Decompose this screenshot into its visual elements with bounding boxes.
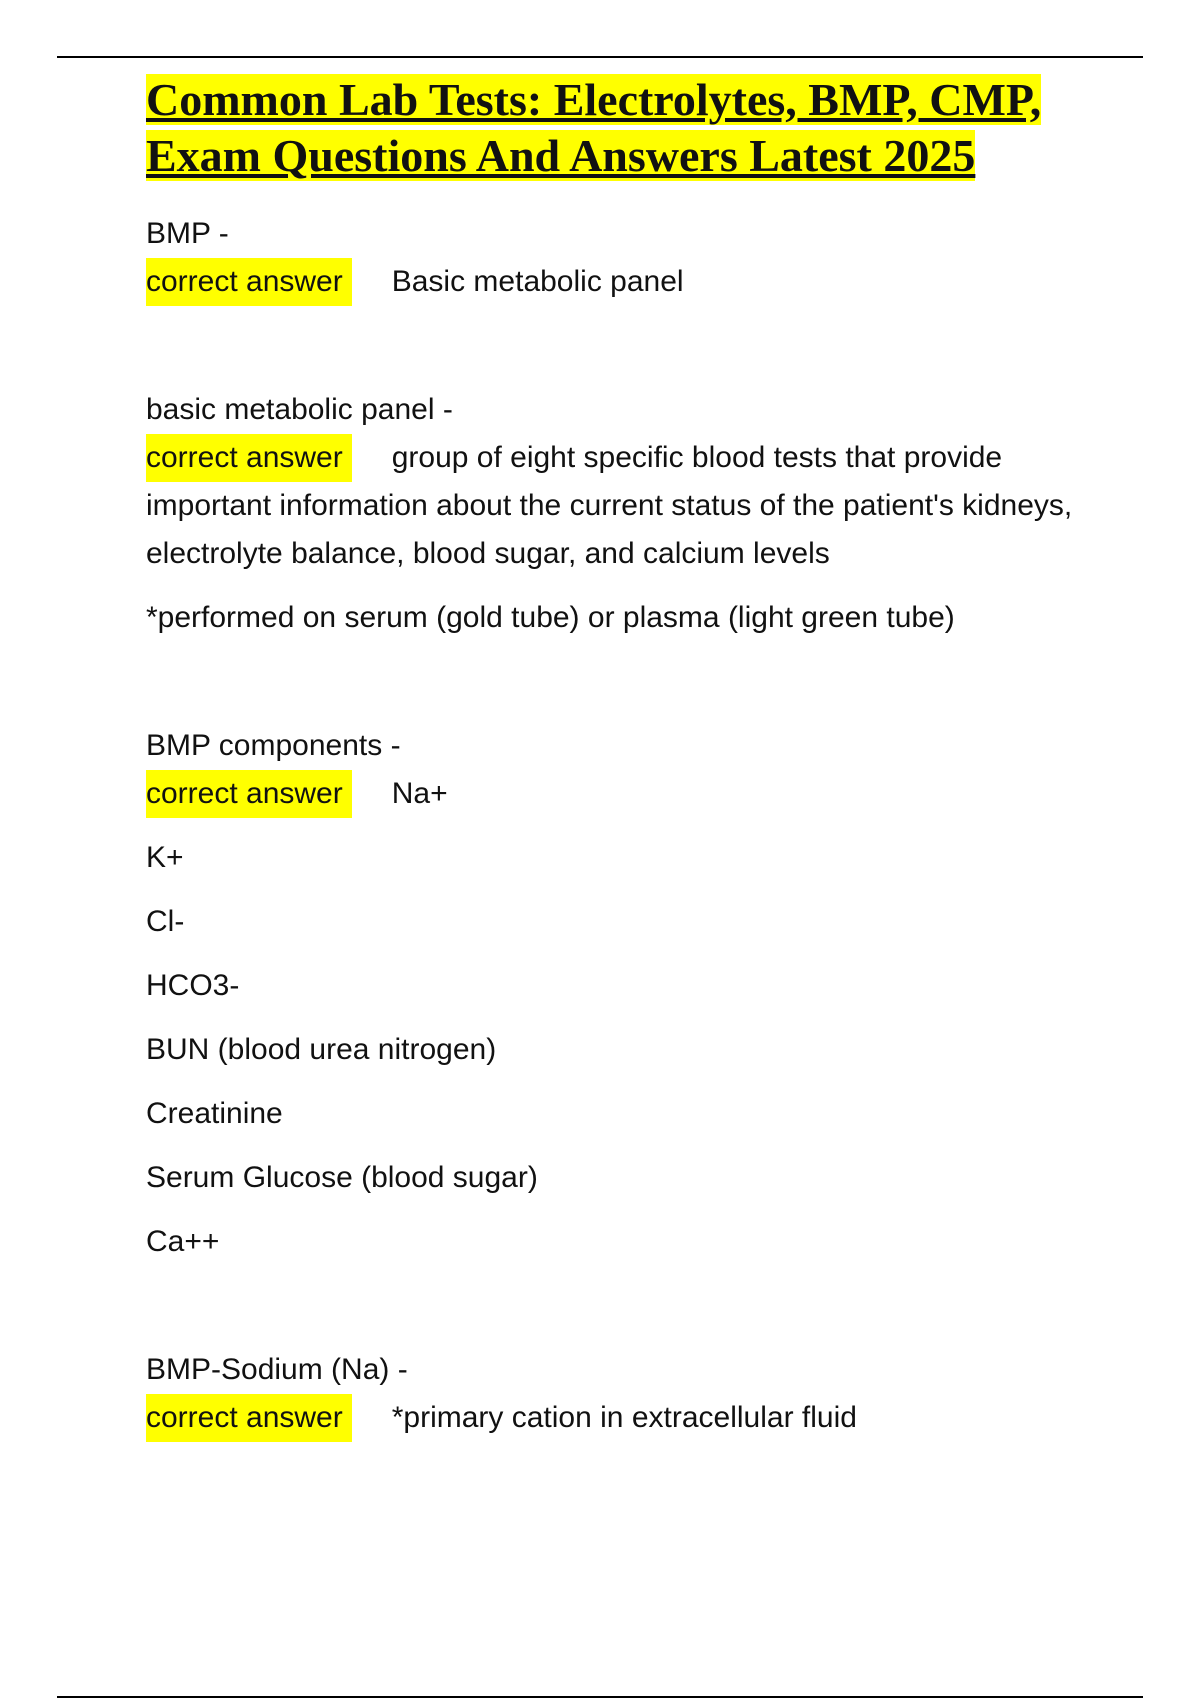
question-text: BMP - [146,217,229,250]
answer-text: *primary cation in extracellular fluid [391,1401,857,1434]
correct-answer-label: correct answer [146,1394,352,1442]
document-page [146,72,1106,1442]
list-item: HCO3- [146,969,240,1002]
correct-answer-label: correct answer [146,434,352,482]
answer-text: Na+ [391,777,448,810]
list-item: Creatinine [146,1097,283,1130]
top-rule [57,56,1143,58]
qa-card-1 [146,210,1106,306]
title-text: Common Lab Tests: Electrolytes, BMP, CMP, Exam Questions And Answers Latest 2025 [146,74,1042,181]
list-item: BUN (blood urea nitrogen) [146,1033,497,1066]
answer-line [146,258,1106,306]
question-text: BMP-Sodium (Na) - [146,1353,408,1386]
question-text: BMP components - [146,729,401,762]
answer-text: group of eight specific blood tests that provide important information about the current status of the patient's kidneys, electrolyte balance, blood sugar, and calcium levels [146,441,1073,570]
qa-card-4 [146,1346,1106,1442]
list-item: Ca++ [146,1225,220,1258]
answer-text: Basic metabolic panel [391,265,684,298]
answer-line [146,1394,1106,1442]
answer-line [146,434,1106,578]
question-text: basic metabolic panel - [146,393,453,426]
qa-card-3 [146,722,1106,1266]
list-item: K+ [146,841,184,874]
correct-answer-label: correct answer [146,770,352,818]
correct-answer-label: correct answer [146,258,352,306]
note-text: *performed on serum (gold tube) or plasma (light green tube) [146,601,955,634]
list-item: Cl- [146,905,185,938]
bottom-rule [57,1696,1143,1698]
list-item: Serum Glucose (blood sugar) [146,1161,538,1194]
qa-card-2 [146,386,1106,642]
answer-line [146,770,1106,818]
document-title [146,72,1106,184]
